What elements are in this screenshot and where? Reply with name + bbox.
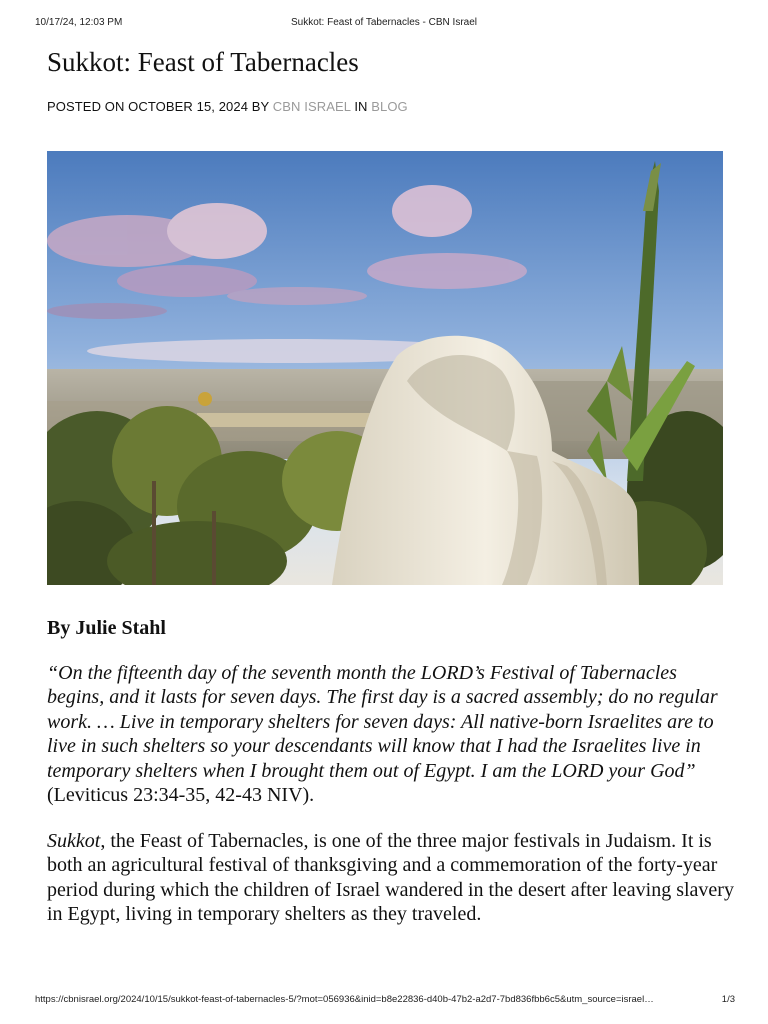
print-footer [0,994,768,1008]
author-byline: By Julie Stahl [47,617,166,639]
quote-text: “On the fifteenth day of the seventh month the LORD’s Festival of Tabernacles begins, and it lasts for seven days. The first day is a sacred assembly; do no regular work. … Live in temporary shelters for seven days: All native-born Israelites are to live in such shelters so your descendants will know that I had the Israelites live in temporary shelters when I brought them out of Egypt. I am the LORD your God” [47,662,718,782]
paragraph-lead-term: Sukkot [47,830,101,852]
scripture-quote [47,661,737,807]
print-page-title: Sukkot: Feast of Tabernacles - CBN Israel [290,17,477,28]
post-meta-in: IN [350,99,372,114]
paragraph-text: , the Feast of Tabernacles, is one of the three major festivals in Judaism. It is both an agricultural festival of thanksgiving and a commemoration of the forty-year period during which the children of Israel wandered in the desert after leaving slavery in Egypt, living in temporary shelters as they traveled. [47,830,734,926]
page-number: 1/3 [721,994,735,1005]
print-header [0,17,768,31]
author-link[interactable]: CBN ISRAEL [272,99,351,114]
post-meta [47,99,408,114]
article-title: Sukkot: Feast of Tabernacles [47,47,359,77]
hero-image [47,151,723,585]
post-meta-prefix: POSTED ON OCTOBER 15, 2024 BY [47,99,273,114]
print-datetime: 10/17/24, 12:03 PM [35,17,123,28]
print-url: https://cbnisrael.org/2024/10/15/sukkot-feast-of-tabernacles-5/?mot=056936&inid=b8e22836-d40b-47b2-a2d7-7bd836fbb6c5&utm_source=israel… [35,994,654,1005]
category-link[interactable]: BLOG [371,99,408,114]
quote-citation: (Leviticus 23:34-35, 42-43 NIV). [47,784,315,807]
body-paragraph [47,829,737,927]
